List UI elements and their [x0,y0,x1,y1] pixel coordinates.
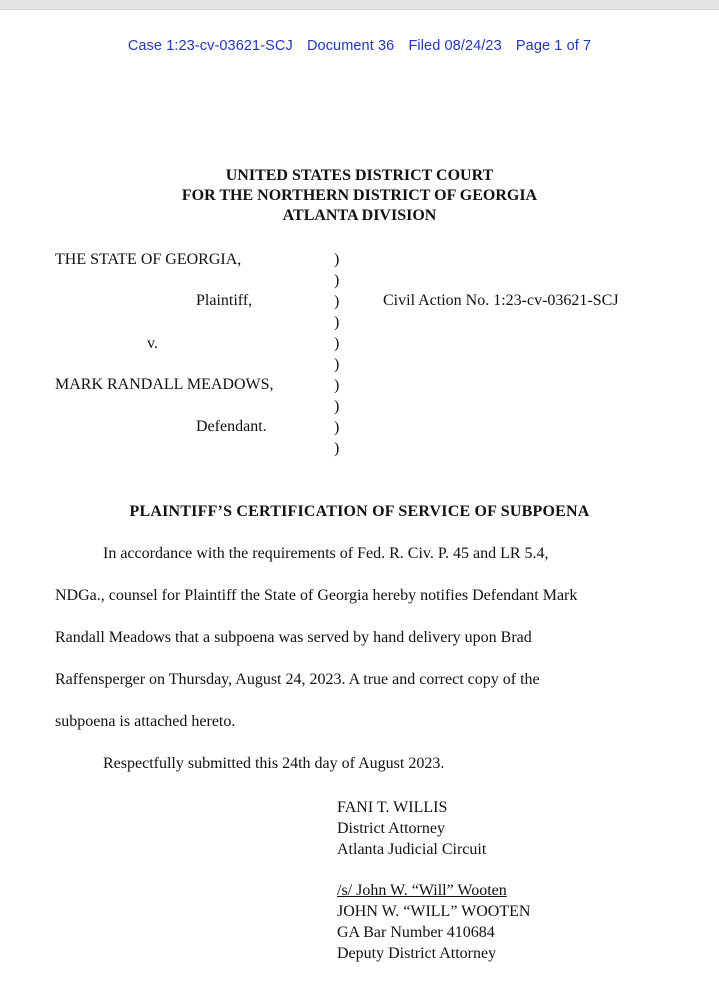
caption-paren: ) [334,293,340,310]
da-office: District Attorney [337,820,445,837]
caption-paren: ) [334,272,340,289]
signature-block-da [337,797,486,860]
filed-date: Filed 08/24/23 [408,38,502,54]
signer-name: JOHN W. “WILL” WOOTEN [337,903,531,920]
caption-paren: ) [334,440,340,457]
da-name: FANI T. WILLIS [337,799,448,816]
civil-action-number: Civil Action No. 1:23-cv-03621-SCJ [383,292,619,309]
closing-line: Respectfully submitted this 24th day of August 2023. [103,755,445,772]
court-line-2: FOR THE NORTHERN DISTRICT OF GEORGIA [181,187,538,204]
caption-paren: ) [334,335,340,352]
signature-block-signer [337,880,530,964]
caption-paren: ) [334,356,340,373]
plaintiff-name: THE STATE OF GEORGIA, [55,251,242,268]
body-line-1: In accordance with the requirements of Fed. R. Civ. P. 45 and LR 5.4, [103,545,549,562]
defendant-label: Defendant. [196,418,267,435]
court-line-1: UNITED STATES DISTRICT COURT [225,167,494,184]
bar-number: GA Bar Number 410684 [337,924,495,941]
caption-parentheses [334,249,339,459]
body-line-4: Raffensperger on Thursday, August 24, 2023. A true and correct copy of the [55,671,540,688]
document-title: PLAINTIFF’S CERTIFICATION OF SERVICE OF SUBPOENA [129,503,590,520]
caption-paren: ) [334,398,340,415]
body-line-5: subpoena is attached hereto. [55,713,236,730]
page-indicator: Page 1 of 7 [515,38,592,54]
case-number: Case 1:23-cv-03621-SCJ [127,38,293,54]
versus-label: v. [147,335,158,352]
filing-header [0,38,719,54]
electronic-signature: /s/ John W. “Will” Wooten [337,882,507,899]
defendant-name: MARK RANDALL MEADOWS, [55,376,274,393]
caption-paren: ) [334,377,340,394]
plaintiff-label: Plaintiff, [196,292,253,309]
court-heading [0,166,719,226]
body-line-3: Randall Meadows that a subpoena was served by hand delivery upon Brad [55,629,532,646]
caption-paren: ) [334,251,340,268]
caption-paren: ) [334,314,340,331]
caption-paren: ) [334,419,340,436]
da-circuit: Atlanta Judicial Circuit [337,841,487,858]
document-number: Document 36 [306,38,395,54]
viewer-top-bar [0,0,719,10]
body-line-2: NDGa., counsel for Plaintiff the State of Georgia hereby notifies Defendant Mark [55,587,578,604]
signer-role: Deputy District Attorney [337,945,497,962]
court-line-3: ATLANTA DIVISION [282,207,437,224]
